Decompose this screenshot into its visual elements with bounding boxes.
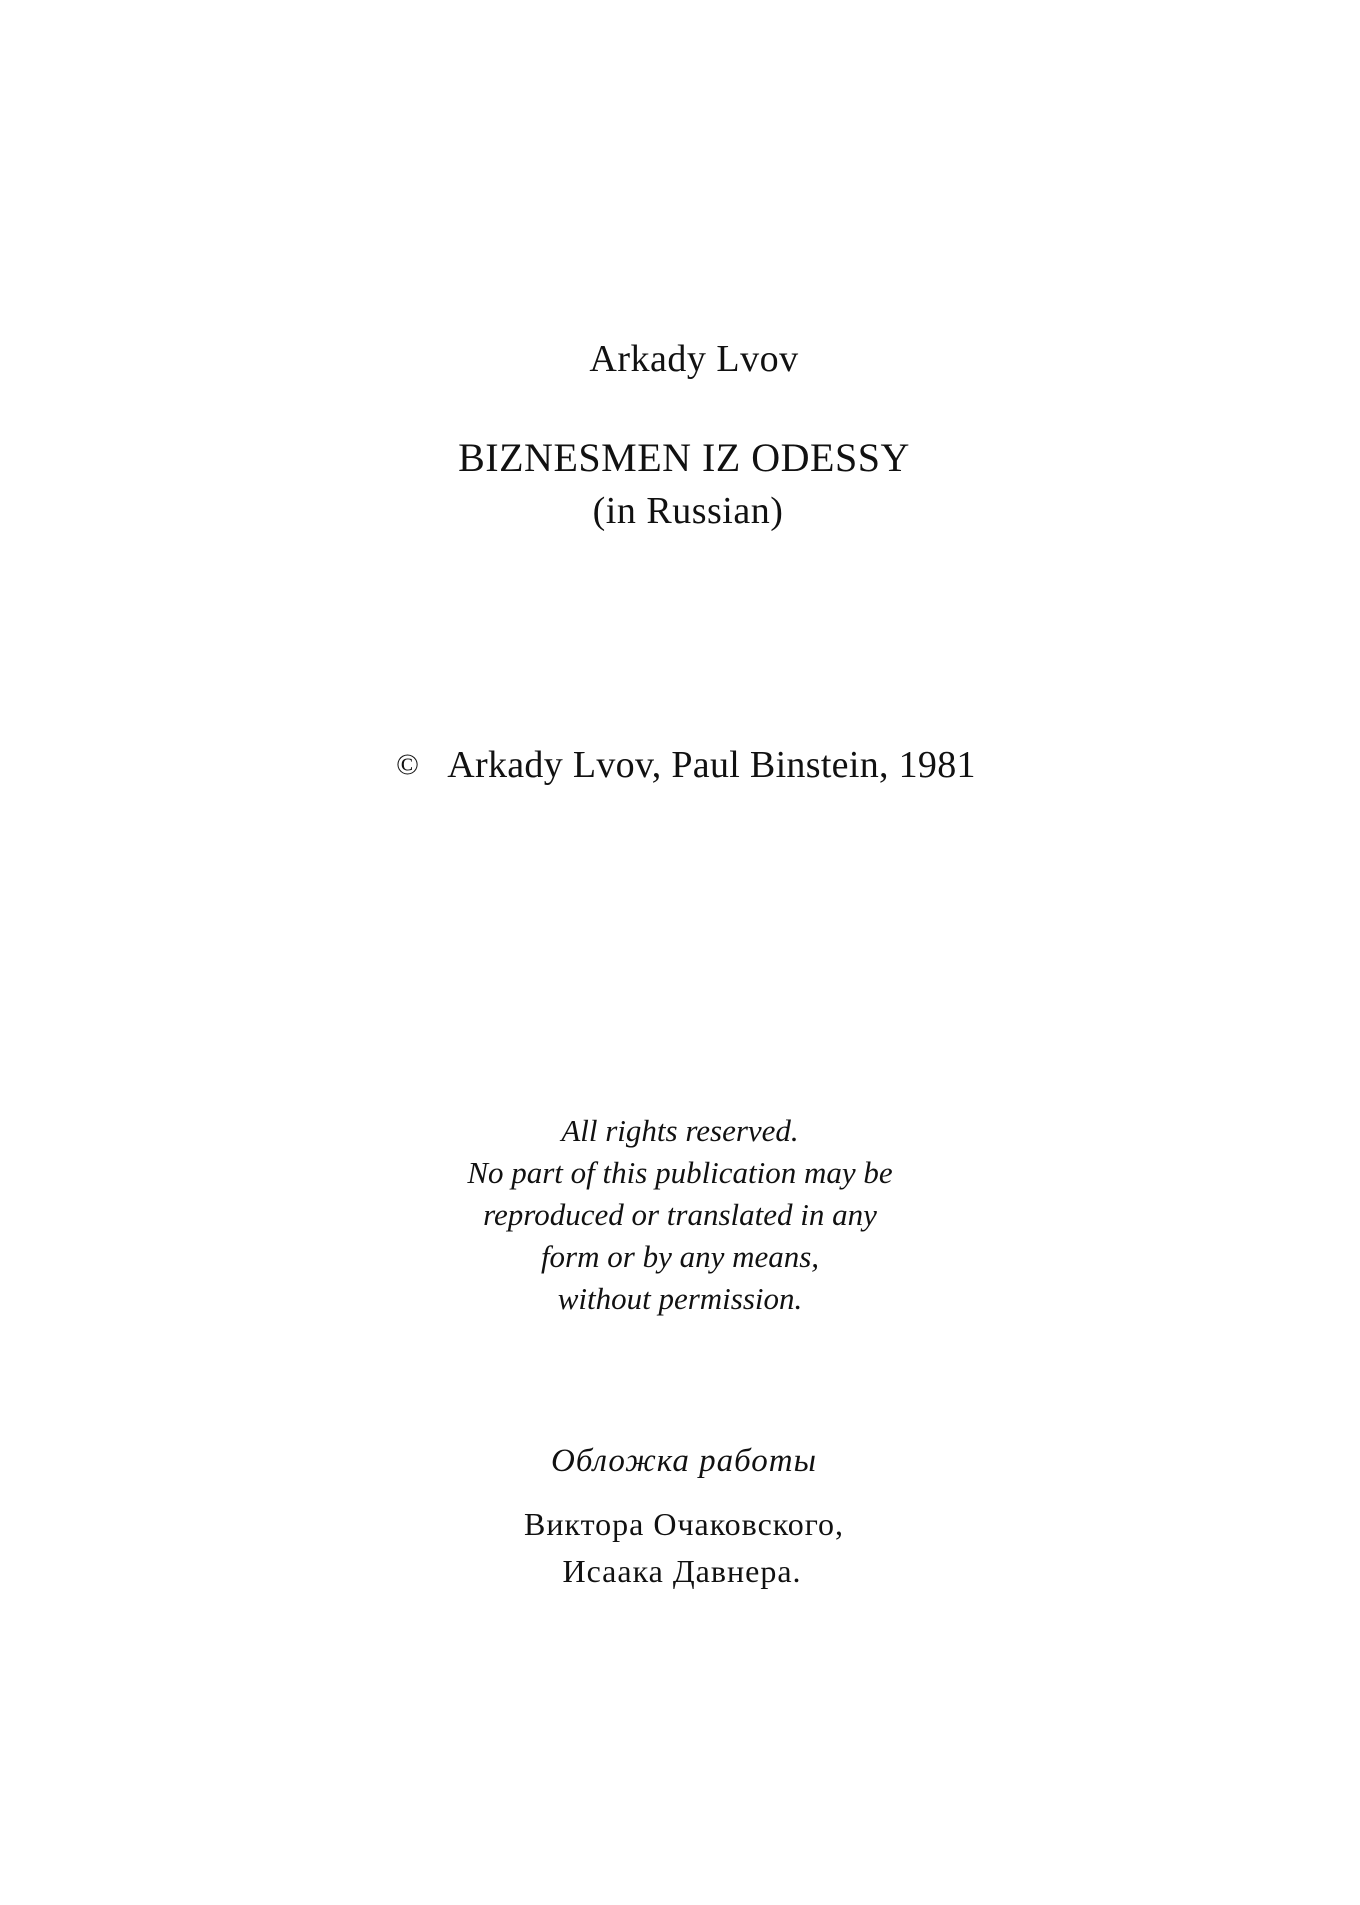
copyright-icon: © (396, 748, 420, 781)
rights-notice-line: All rights reserved. (561, 1113, 799, 1148)
rights-notice (0, 1110, 1360, 1320)
copyright-text: Arkady Lvov, Paul Binstein, 1981 (447, 744, 976, 786)
author-name: Arkady Lvov (589, 338, 799, 380)
cover-credit-caption: Обложка работы (551, 1443, 817, 1479)
cover-artist-name: Исаака Давнера. (562, 1553, 802, 1589)
rights-notice-line: No part of this publication may be (467, 1155, 893, 1190)
rights-notice-line: form or by any means, (540, 1239, 820, 1274)
book-title: BIZNESMEN IZ ODESSY (458, 435, 910, 480)
rights-notice-line: without permission. (557, 1281, 803, 1316)
cover-artist-name: Виктора Очаковского, (523, 1506, 845, 1542)
rights-notice-line: reproduced or translated in any (483, 1197, 877, 1232)
copyright-line (6, 746, 1360, 784)
book-subtitle: (in Russian) (592, 490, 784, 532)
